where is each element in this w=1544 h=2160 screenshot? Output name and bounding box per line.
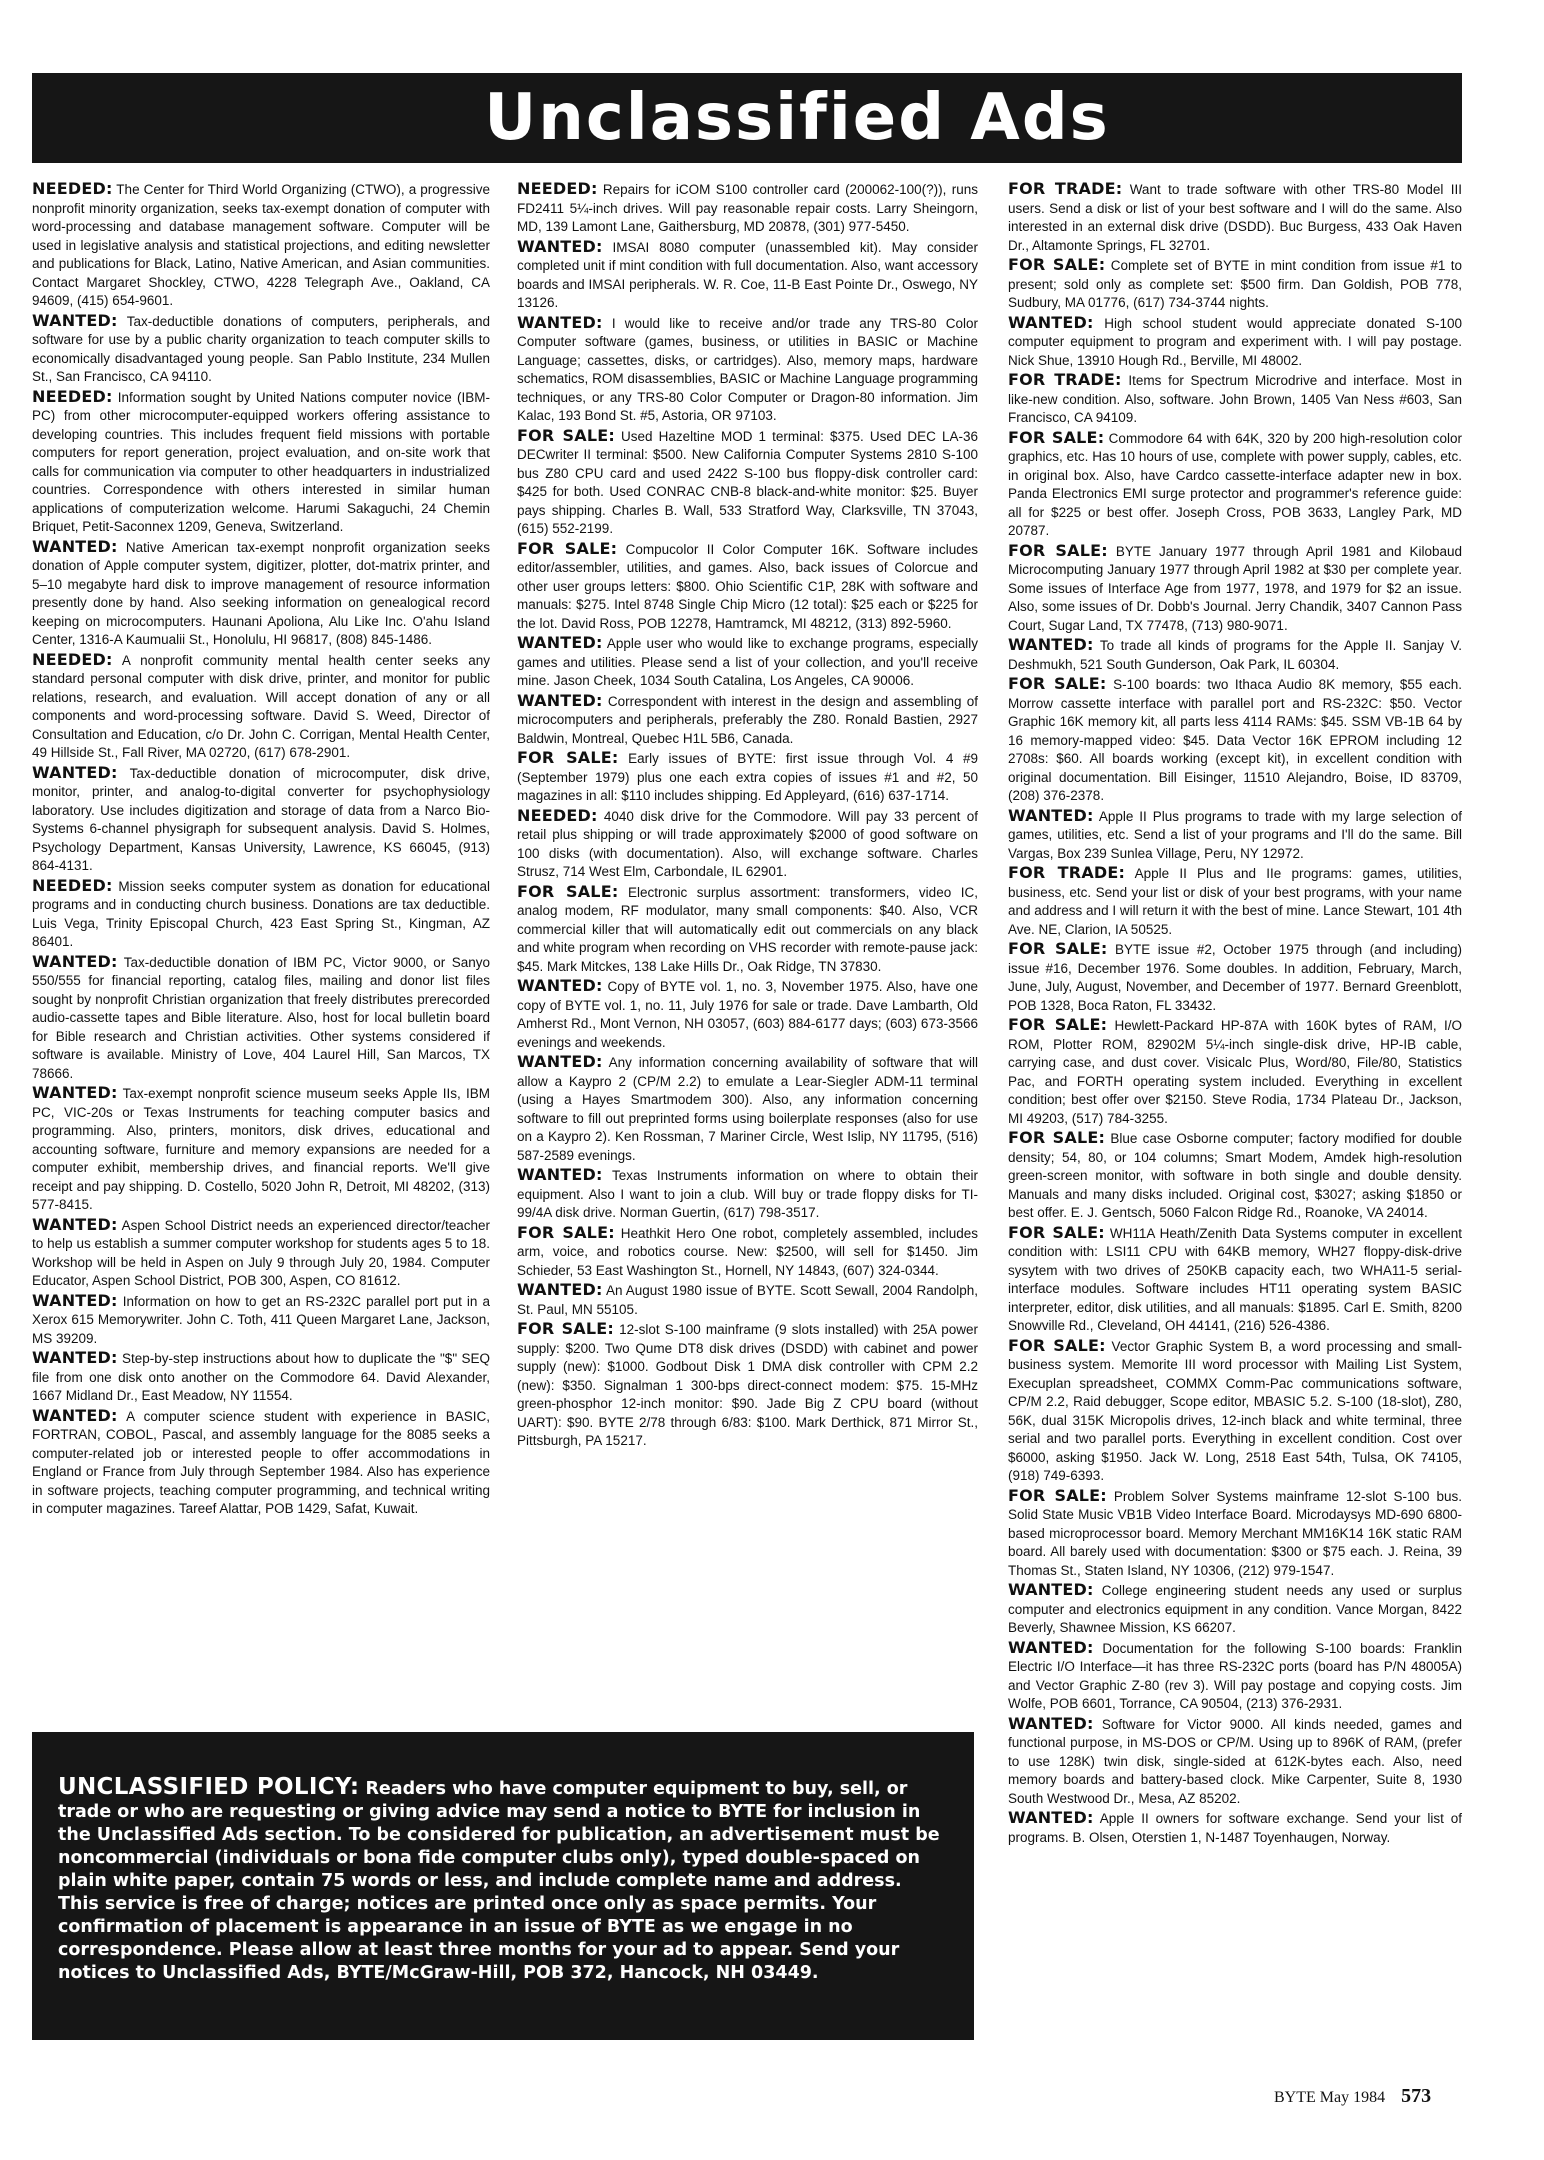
- ad-entry: [32, 1407, 490, 1519]
- ad-keyword: FOR SALE:: [1008, 1222, 1105, 1242]
- ad-entry: [517, 749, 978, 806]
- ad-text: A nonprofit community mental health center seeks any standard personal computer with disk drive, printer, and monitor for public relations, research, and evaluation. Will accept donation of any or all components and word-processing software. David S. Weed, Director of Consultation and Education, c/o Dr. John C. Corrigan, Mental Health Center, 49 Hillside St., Fall River, MA 02720, (617) 678-2901.: [32, 652, 490, 760]
- ad-text: Apple user who would like to exchange programs, especially games and utilities. Please send a list of your collection, and you'll receive mine. Jason Cheek, 1034 South Catalina, Los Angeles, CA 90006.: [517, 636, 978, 688]
- ad-keyword: WANTED:: [32, 951, 118, 971]
- ad-keyword: FOR SALE:: [1008, 674, 1107, 693]
- ad-entry: [1008, 864, 1462, 939]
- ad-keyword: FOR SALE:: [517, 881, 619, 901]
- ad-entry: [1008, 1224, 1462, 1336]
- ad-entry: [517, 427, 978, 539]
- ad-text: Problem Solver Systems mainframe 12-slot S-100 bus. Solid State Music VB1B Video Interface Board. Microdaysys MD-690 6800-based microprocessor board. Memory Merchant MM16K14 16K static RAM board. All barely used with documentation: $300 or $75 each. J. Reina, 39 Thomas St., Staten Island, NY 10306, (212) 979-1547.: [1008, 1488, 1462, 1578]
- ad-keyword: FOR TRADE:: [1008, 863, 1126, 882]
- ad-entry: [1008, 180, 1462, 255]
- ad-text: Tax-deductible donation of IBM PC, Victor 9000, or Sanyo 550/555 for financial reporting, catalog files, mailing and donor list files sought by nonprofit Christian organization that freely distributes prerecorded audio-cassette tapes and Bible literature. Also, host for local bulletin board for Bible research and Christian activities. Other systems considered if software is available. Ministry of Love, 404 Laurel Hill, San Marcos, TX 78666.: [32, 954, 490, 1081]
- ad-entry: [1008, 675, 1462, 806]
- ad-text: Electronic surplus assortment: transformers, video IC, analog modem, RF modulator, many small components: $40. Also, VCR commercial killer that will automatically edit out commercials on any black and white program when recording on VHS recorder with remote-pause jack: $45. Mark Mitckes, 138 Lake Hills Dr., Oak Ridge, TN 37830.: [517, 884, 978, 974]
- ad-text: BYTE January 1977 through April 1981 and Kilobaud Microcomputing January 1977 through April 1982 at $30 per complete year. Some issues of Interface Age from 1977, 1978, and 1979 for $2 an issue. Also, some issues of Dr. Dobb's Journal. Jerry Chandik, 3407 Cannon Pass Court, Sugar Land, TX 77478, (713) 980-9071.: [1008, 543, 1462, 633]
- ad-keyword: NEEDED:: [517, 180, 598, 198]
- ad-keyword: FOR SALE:: [1008, 1485, 1107, 1505]
- ad-entry: [517, 540, 978, 634]
- ad-entry: [517, 238, 978, 313]
- ad-entry: [32, 877, 490, 952]
- ad-entry: [517, 692, 978, 749]
- ad-text: Native American tax-exempt nonprofit organization seeks donation of Apple computer system, digitizer, plotter, dot-matrix printer, and 5–10 megabyte hard disk to improve management of resource information presently done by hand. Also seeking information on genealogical record keeping on microcomputers. Haunani Apoliona, Alu Like Inc. O'ahu Island Center, 1316-A Kaumualii St., Honolulu, HI 96817, (808) 845-1486.: [32, 539, 490, 647]
- ad-keyword: WANTED:: [32, 1083, 118, 1102]
- ad-keyword: FOR SALE:: [1008, 427, 1105, 447]
- ad-text: A computer science student with experience in BASIC, FORTRAN, COBOL, Pascal, and assembly language for the 8085 seeks a computer-related job or interested people to offer accommodations in England or France from July through September 1984. Also has experience in software projects, teaching computer programming, and technical writing in computer magazines. Tareef Alattar, POB 1429, Safat, Kuwait.: [32, 1408, 490, 1516]
- ad-text: I would like to receive and/or trade any TRS-80 Color Computer software (games, business, or utilities in BASIC or Machine Language; cassettes, disks, or cartridges). Also, memory maps, hardware schematics, ROM disassemblies, BASIC or Machine Language programming techniques, or any TRS-80 Color Computer or Dragon-80 information. Jim Kalac, 193 Bond St. #5, Astoria, OR 97103.: [517, 315, 978, 423]
- footer-page-number: 573: [1401, 2085, 1432, 2107]
- ad-entry: [517, 180, 978, 237]
- ad-entry: [517, 314, 978, 426]
- ad-entry: [517, 1166, 978, 1223]
- ad-keyword: WANTED:: [517, 1052, 603, 1071]
- ad-keyword: WANTED:: [1008, 635, 1094, 654]
- ad-keyword: WANTED:: [32, 1214, 118, 1234]
- ad-keyword: FOR SALE:: [1008, 1128, 1106, 1147]
- ad-entry: [517, 1281, 978, 1319]
- ad-keyword: WANTED:: [517, 1165, 603, 1184]
- ad-text: Commodore 64 with 64K, 320 by 200 high-resolution color graphics, etc. Has 10 hours of use, complete with power supply, cables, etc. in original box. Also, have Cardco cassette-interface adapter new in box. Panda Electronics EMI surge protector and programmer's reference guide: all for $225 or best offer. Joseph Cross, POB 3633, Langley Park, MD 20787.: [1008, 430, 1462, 538]
- ad-text: Software for Victor 9000. All kinds needed, games and functional purpose, in MS-DOS or CP/M. Using up to 896K of RAM, (prefer to use 128K) twin disk, single-sided at 612K-bytes each. Also, need memory boards and battery-based clock. Mike Carpenter, Suite 8, 1930 South Westwood Dr., Mesa, AZ 85202.: [1008, 1716, 1462, 1806]
- ad-entry: [1008, 1016, 1462, 1128]
- ad-entry: [1008, 807, 1462, 864]
- ad-keyword: WANTED:: [1008, 1808, 1094, 1827]
- ad-text: Apple II owners for software exchange. Send your list of programs. B. Olsen, Oterstien 1, N-1487 Toyenhaugen, Norway.: [1008, 1811, 1462, 1845]
- ad-keyword: FOR SALE:: [517, 1222, 615, 1242]
- ad-keyword: FOR TRADE:: [1008, 370, 1122, 389]
- ad-keyword: FOR SALE:: [517, 748, 619, 767]
- ad-entry: [1008, 542, 1462, 636]
- ad-text: Want to trade software with other TRS-80 Model III users. Send a disk or list of your best software and I will do the same. Also interested in an external disk drive (DSDD). Buc Burgess, 433 Oak Haven Dr., Altamonte Springs, FL 32701.: [1008, 182, 1462, 253]
- ad-entry: [517, 1224, 978, 1281]
- ad-entry: [32, 388, 490, 537]
- ad-text: Information sought by United Nations computer novice (IBM-PC) from other microcomputer-equipped workers offering assistance to developing countries. This includes frequent field missions with portable computers for report generation, project evaluation, and on-site work that calls for communication via computer to other headquarters in industrialized countries. Correspondence with others interested in similar human applications of computerization welcome. Harumi Sakaguchi, 24 Chemin Briquet, Petit-Saconnex 1209, Geneva, Switzerland.: [32, 389, 490, 534]
- ad-text: An August 1980 issue of BYTE. Scott Sewall, 2004 Randolph, St. Paul, MN 55105.: [517, 1283, 978, 1317]
- ad-text: Any information concerning availability of software that will allow a Kaypro 2 (CP/M 2.2) to emulate a Lear-Siegler ADM-11 terminal (using a Hayes Smartmodem 300). Also, any information concerning software to fill out preprinted forms using boilerplate responses (also for use on a Kaypro 2). Ken Rossman, 7 Mariner Circle, West Islip, NY 11795, (516) 587-2589 evenings.: [517, 1055, 978, 1163]
- ads-column-3: [1008, 180, 1462, 2060]
- ad-text: S-100 boards: two Ithaca Audio 8K memory, $55 each. Morrow cassette interface with parallel port and RS-232C: $50. Vector Graphic 16K memory kit, all parts less 4114 RAMs: $45. SSM VB-1B 64 by 16 memory-mapped video: $45. Data Vector 16K EPROM including 12 2708s: $60. All boards working (except kit), in excellent condition with original documentation. Bill Eisinger, 11510 Alejandro, Boise, ID 83709, (208) 376-2378.: [1008, 677, 1462, 803]
- ad-text: Hewlett-Packard HP-87A with 160K bytes of RAM, I/O ROM, Plotter ROM, 82902M 5¼-inch single-disk drive, HP-IB cable, carrying case, and dust cover. Visicalc Plus, Word/80, File/80, Statistics Pac, and FORTH operating system included. Everything in excellent condition; best offer over $2150. Steve Rodia, 1734 Plateau Dr., Jackson, MI 49203, (517) 784-3255.: [1008, 1018, 1462, 1126]
- ad-keyword: WANTED:: [517, 312, 603, 332]
- page-header-banner: [32, 73, 1462, 163]
- ad-text: Information on how to get an RS-232C parallel port put in a Xerox 615 Memorywriter. John C. Toth, 411 Queen Margaret Lane, Jackson, MS 39209.: [32, 1293, 490, 1346]
- ad-text: Items for Spectrum Microdrive and interface. Most in like-new condition. Also, software. John Brown, 1405 Van Ness #603, San Francisco, CA 94109.: [1008, 373, 1462, 425]
- ad-keyword: NEEDED:: [517, 805, 598, 825]
- ad-entry: [1008, 1715, 1462, 1809]
- ads-column-1: [32, 180, 490, 1710]
- ad-entry: [1008, 1129, 1462, 1223]
- ad-keyword: FOR SALE:: [517, 1319, 614, 1338]
- ad-entry: [517, 807, 978, 882]
- ad-entry: [32, 651, 490, 763]
- ad-entry: [32, 1084, 490, 1215]
- ad-keyword: WANTED:: [517, 1280, 603, 1299]
- ad-text: Early issues of BYTE: first issue through Vol. 4 #9 (September 1979) plus one each extra copies of issues #1 and #2, 50 magazines in all: $110 includes shipping. Ed Appleyard, (616) 637-1714.: [517, 751, 978, 803]
- ad-text: Tax-exempt nonprofit science museum seeks Apple IIs, IBM PC, VIC-20s or Texas Instruments for teaching computer basics and programming. Also, printers, monitors, disk drives, educational and accounting software, furniture and memory expansions are needed for a computer exhibit, membership drives, and financial reports. We'll give receipt and pay shipping. D. Costello, 5020 John R, Detroit, MI 48202, (313) 577-8415.: [32, 1086, 490, 1212]
- ad-keyword: WANTED:: [1008, 312, 1094, 332]
- ad-keyword: WANTED:: [32, 1348, 118, 1367]
- ad-entry: [32, 180, 490, 311]
- ad-keyword: NEEDED:: [32, 386, 113, 406]
- ad-text: Tax-deductible donation of microcomputer, disk drive, monitor, printer, and analog-to-digital converter for psychophysiology laboratory. Use includes digitization and storage of data from a Narco Bio-Systems 6-channel physigraph for subsequent analysis. David S. Holmes, Psychology Department, Kansas University, Lawrence, KS 66045, (913) 864-4131.: [32, 765, 490, 873]
- ad-entry: [1008, 371, 1462, 428]
- ad-entry: [32, 953, 490, 1084]
- ad-text: Vector Graphic System B, a word processing and small-business system. Memorite III word processor with Mailing List System, Execuplan spreadsheet, COMMX Comm-Pac communications software, CP/M 2.2, Raid debugger, Scope editor, MBASIC 5.2. S-100 (18-slot), Z80, 56K, dual 315K Micropolis drives, 12-inch black and white terminal, three serial and two parallel ports. Everything in excellent condition. Cost over $6000, asking $1950. Jack W. Long, 2518 East 54th, Tulsa, OK 74105, (918) 749-6393.: [1008, 1338, 1462, 1483]
- ad-keyword: WANTED:: [32, 536, 118, 556]
- ad-entry: [517, 634, 978, 691]
- policy-heading: UNCLASSIFIED POLICY:: [58, 1774, 360, 1800]
- ad-text: Step-by-step instructions about how to duplicate the "$" SEQ file from one disk onto another on the Commodore 64. David Alexander, 1667 Midland Dr., East Meadow, NY 11554.: [32, 1351, 490, 1403]
- ad-text: Documentation for the following S-100 boards: Franklin Electric I/O Interface—it has three RS-232C ports (board has P/N 48005A) and Vector Graphic Z-80 (rev 3). Will pay postage and copying costs. Jim Wolfe, POB 6601, Torrance, CA 90504, (213) 376-2931.: [1008, 1640, 1462, 1711]
- ad-entry: [1008, 1487, 1462, 1581]
- ad-keyword: FOR SALE:: [517, 425, 615, 445]
- ad-entry: [1008, 314, 1462, 371]
- ad-entry: [32, 764, 490, 876]
- unclassified-policy-box: [32, 1732, 974, 2040]
- ad-keyword: FOR SALE:: [1008, 255, 1106, 274]
- ad-keyword: WANTED:: [1008, 1580, 1094, 1599]
- ad-keyword: WANTED:: [517, 690, 603, 710]
- page-footer: [1274, 2085, 1474, 2108]
- ad-entry: [32, 1349, 490, 1406]
- ad-entry: [1008, 1581, 1462, 1638]
- ad-keyword: WANTED:: [1008, 1637, 1094, 1657]
- ad-text: Complete set of BYTE in mint condition from issue #1 to present; sold only as complete set: $500 firm. Dan Goldish, POB 778, Sudbury, MA 01776, (617) 734-3744 nights.: [1008, 258, 1462, 310]
- ad-text: The Center for Third World Organizing (CTWO), a progressive nonprofit minority organization, seeks tax-exempt donation of computer with word-processing and database management software. Computer will be used in legislative analysis and statistical projections, and editing newsletter and publications for Black, Latino, Native American, and Asian communities. Contact Margaret Shockley, CTWO, 4228 Telegraph Ave., Oakland, CA 94609, (415) 654-9601.: [32, 182, 490, 308]
- ad-text: Repairs for iCOM S100 controller card (200062-100(?)), runs FD2411 5¼-inch drives. Will pay reasonable repair costs. Larry Sheingorn, MD, 139 Lamont Lane, Gaithersburg, MD 20878, (301) 977-5450.: [517, 182, 978, 234]
- ad-text: 12-slot S-100 mainframe (9 slots installed) with 25A power supply: $200. Two Qume DT8 disk drives (DSDD) with cabinet and power supply (new): $1000. Godbout Disk 1 DMA disk controller with CPM 2.2 (new): $350. Signalman 1 300-bps direct-connect modem: $75. 15-MHz green-phosphor 12-inch monitor: $90. Jade Big Z CPU board (without UART): $90. BYTE 2/78 through 6/83: $100. Mark Derthick, 871 Mirror St., Pittsburgh, PA 15217.: [517, 1322, 978, 1448]
- ad-keyword: FOR TRADE:: [1008, 180, 1123, 198]
- ads-column-2: [517, 180, 978, 1710]
- ad-text: Apple II Plus and IIe programs: games, utilities, business, etc. Send your list or disk of your best programs, with your name and address and I will return it with the best of mine. Lance Stewart, 101 4th Ave. NE, Clarion, IA 50525.: [1008, 866, 1462, 937]
- ad-keyword: FOR SALE:: [517, 538, 618, 558]
- ad-entry: [32, 538, 490, 650]
- ad-entry: [32, 1292, 490, 1349]
- ad-text: Compucolor II Color Computer 16K. Software includes editor/assembler, utilities, and games. Also, back issues of Colorcue and other user groups letters: $800. Ohio Scientific C1P, 28K with software and manuals: $275. Intel 8748 Single Chip Micro (12 total): $25 each or $225 for the lot. David Ross, POB 12278, Hamtramck, MI 48212, (313) 892-5960.: [517, 541, 978, 631]
- ad-keyword: WANTED:: [1008, 805, 1094, 825]
- ad-text: IMSAI 8080 computer (unassembled kit). May consider completed unit if mint condition with full documentation. Also, want accessory boards and IMSAI peripherals. W. R. Coe, 11-B East Pointe Dr., Oswego, NY 13126.: [517, 239, 978, 310]
- ad-keyword: FOR SALE:: [1008, 1015, 1108, 1034]
- ad-entry: [1008, 940, 1462, 1015]
- ad-entry: [1008, 636, 1462, 674]
- ad-text: Mission seeks computer system as donation for educational programs and in conducting church business. Donations are tax deductible. Luis Vega, Trinity Episcopal Church, 423 East Spring St., Kingman, AZ 86401.: [32, 878, 490, 949]
- ad-keyword: NEEDED:: [32, 875, 113, 895]
- ad-keyword: WANTED:: [32, 762, 118, 782]
- ad-keyword: WANTED:: [1008, 1713, 1094, 1733]
- ad-keyword: NEEDED:: [32, 180, 113, 198]
- ad-text: WH11A Heath/Zenith Data Systems computer in excellent condition with: LSI11 CPU with 64KB memory, WH27 floppy-disk-drive sysytem with two drives of 250KB capacity each, two WHA11-5 serial-interface modules. Software includes HT11 operating system BASIC interpreter, editor, disk utilities, and all manuals: $1895. Carl E. Smith, 8200 Snowville Rd., Cleveland, OH 44141, (216) 526-4386.: [1008, 1225, 1462, 1333]
- ad-entry: [517, 883, 978, 977]
- ad-entry: [1008, 256, 1462, 313]
- ad-entry: [32, 1216, 490, 1291]
- ad-text: Used Hazeltine MOD 1 terminal: $375. Used DEC LA-36 DECwriter II terminal: $500. New California Computer Systems 2810 S-100 bus Z80 CPU card and used 2422 S-100 bus floppy-disk controller card: $425 for both. Used CONRAC CNB-8 black-and-white monitor: $25. Buyer pays shipping. Charles B. Wall, 533 Stratford Way, Clarksville, TN 37043, (615) 552-2199.: [517, 428, 978, 536]
- ad-keyword: FOR SALE:: [1008, 939, 1108, 958]
- ad-keyword: WANTED:: [32, 310, 118, 330]
- page-title: Unclassified Ads: [484, 81, 1110, 155]
- footer-magazine-issue: BYTE May 1984: [1274, 2089, 1386, 2106]
- ad-entry: [1008, 429, 1462, 541]
- ad-text: Correspondent with interest in the design and assembling of microcomputers and peripherals, preferably the Z80. Ronald Bastien, 2927 Baldwin, Montreal, Quebec H1L 5B6, Canada.: [517, 693, 978, 746]
- ad-text: Texas Instruments information on where to obtain their equipment. Also I want to join a club. Will buy or trade floppy disks for TI-99/4A disk drive. Norman Guertin, (617) 798-3517.: [517, 1168, 978, 1220]
- ad-keyword: FOR SALE:: [1008, 1335, 1106, 1355]
- ad-keyword: FOR SALE:: [1008, 540, 1108, 560]
- ad-entry: [517, 1053, 978, 1165]
- ad-keyword: WANTED:: [517, 633, 603, 652]
- ad-keyword: NEEDED:: [32, 649, 113, 669]
- ad-keyword: WANTED:: [32, 1405, 118, 1425]
- ad-text: High school student would appreciate donated S-100 computer equipment to program and experiment with. I will pay postage. Nick Shue, 13910 Hough Rd., Berville, MI 48002.: [1008, 315, 1462, 368]
- ad-text: Aspen School District needs an experienced director/teacher to help us establish a summer computer workshop for students ages 5 to 18. Workshop will be held in Aspen on July 9 through July 20, 1984. Computer Educator, Aspen School District, POB 300, Aspen, CO 81612.: [32, 1217, 490, 1288]
- ad-text: Blue case Osborne computer; factory modified for double density; 54, 80, or 104 columns; Smart Modem, Amdek high-resolution green-screen monitor, with software in both single and double density. Manuals and many disks included. Original cost, $3027; asking $1850 or best offer. E. J. Gentsch, 5060 Falcon Ridge Rd., Roanoke, VA 24014.: [1008, 1131, 1462, 1220]
- ad-entry: [517, 1320, 978, 1451]
- ad-entry: [32, 312, 490, 387]
- ad-entry: [1008, 1639, 1462, 1714]
- ad-keyword: WANTED:: [517, 236, 603, 256]
- ad-text: Copy of BYTE vol. 1, no. 3, November 1975. Also, have one copy of BYTE vol. 1, no. 11, July 1976 for sale or trade. Dave Lambarth, Old Amherst Rd., Mont Vernon, NH 03057, (603) 884-6177 days; (603) 673-3566 evenings and weekends.: [517, 979, 978, 1050]
- policy-text: Readers who have computer equipment to buy, sell, or trade or who are requesting or giving advice may send a notice to BYTE for inclusion in the Unclassified Ads section. To be considered for publication, an advertisement must be noncommercial (individuals or bona fide computer clubs only), typed double-spaced on plain white paper, contain 75 words or less, and include complete name and address. This service is free of charge; notices are printed once only as space permits. Your confirmation of placement is appearance in an issue of BYTE as we engage in no correspondence. Please allow at least three months for your ad to appear. Send your notices to Unclassified Ads, BYTE/McGraw-Hill, POB 372, Hancock, NH 03449.: [58, 1779, 940, 1983]
- ad-entry: [1008, 1337, 1462, 1486]
- ad-text: To trade all kinds of programs for the Apple II. Sanjay V. Deshmukh, 521 South Gunderson, Oak Park, IL 60304.: [1008, 638, 1462, 672]
- ad-entry: [1008, 1809, 1462, 1847]
- ad-text: 4040 disk drive for the Commodore. Will pay 33 percent of retail plus shipping or will trade approximately $2000 of good software on 100 disks (with documentation). Also, will exchange software. Charles Strusz, 714 West Elm, Carbondale, IL 62901.: [517, 808, 978, 879]
- ad-text: Apple II Plus programs to trade with my large selection of games, utilities, etc. Send a list of your programs and I'll do the same. Bill Vargas, Box 239 Sunlea Village, Peru, NY 12972.: [1008, 808, 1462, 861]
- ad-keyword: WANTED:: [32, 1290, 118, 1310]
- ad-text: Tax-deductible donations of computers, peripherals, and software for use by a public charity organization to teach computer skills to economically disadvantaged young people. San Pablo Institute, 234 Mullen St., San Francisco, CA 94110.: [32, 313, 490, 384]
- ad-text: Heathkit Hero One robot, completely assembled, includes arm, voice, and robotics course. New: $2500, will sell for $1450. Jim Schieder, 53 East Washington St., Hornell, NY 14843, (607) 324-0344.: [517, 1225, 978, 1278]
- ad-keyword: WANTED:: [517, 976, 603, 995]
- ad-entry: [517, 977, 978, 1052]
- ad-text: BYTE issue #2, October 1975 through (and including) issue #16, December 1976. Some doubles. In addition, February, March, June, July, August, November, and December of 1977. Bernard Greenblott, POB 1328, Boca Raton, FL 33432.: [1008, 942, 1462, 1013]
- ad-text: College engineering student needs any used or surplus computer and electronics equipment in any condition. Vance Morgan, 8422 Beverly, Shawnee Mission, KS 66207.: [1008, 1583, 1462, 1635]
